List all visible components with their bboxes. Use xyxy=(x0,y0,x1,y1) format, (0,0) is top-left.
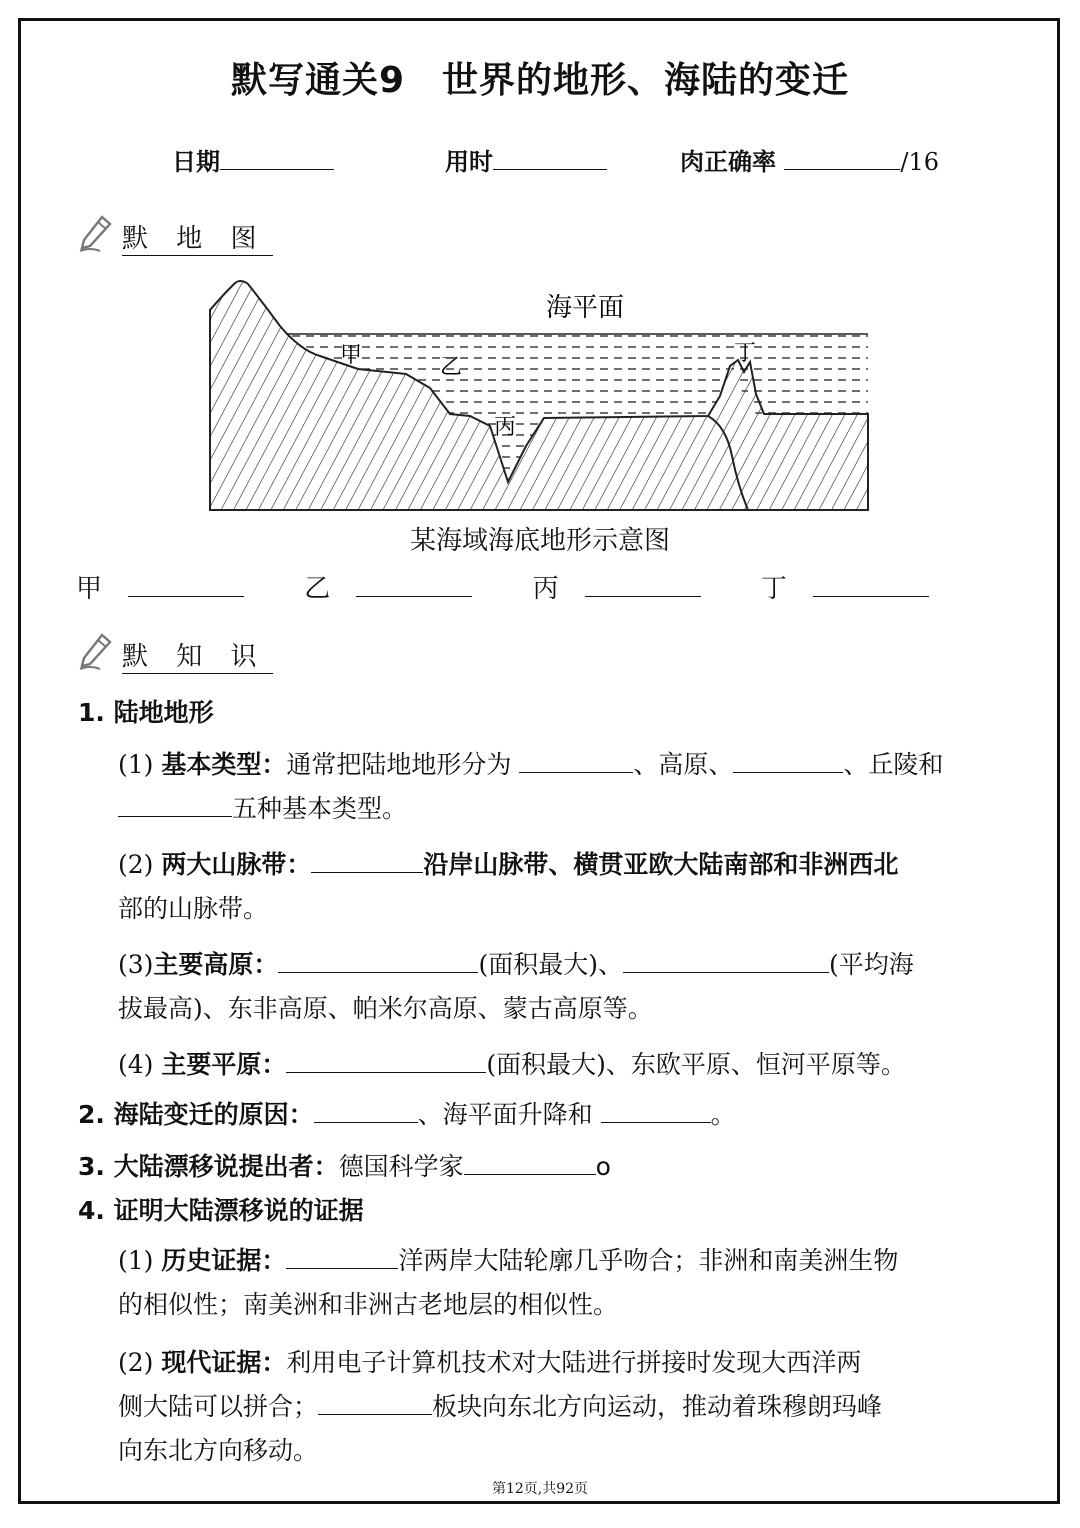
answer-blank[interactable] xyxy=(314,1102,418,1123)
item-text: o xyxy=(595,1152,611,1181)
item-number: (1) xyxy=(118,750,154,779)
pencil-icon xyxy=(78,214,114,254)
item-number: (2) xyxy=(118,1348,154,1377)
q1-title: 1. 陆地地形 xyxy=(78,698,214,727)
date-field xyxy=(172,142,334,177)
item-text: (面积最大)、 xyxy=(478,950,623,979)
item-text: 、海平面升降和 xyxy=(417,1100,593,1129)
map-field-ding xyxy=(761,574,955,604)
map-field-yi xyxy=(304,574,498,604)
map-field-label: 丙 xyxy=(532,574,559,604)
map-field-label: 丁 xyxy=(760,574,787,604)
item-heading: 主要平原： xyxy=(161,1050,287,1079)
seafloor-diagram xyxy=(208,276,870,512)
answer-blank[interactable] xyxy=(311,852,423,873)
item-heading: 两大山脉带： xyxy=(161,850,312,879)
map-field-label: 甲 xyxy=(76,574,103,604)
item-number: (3) xyxy=(118,950,154,979)
diagram-caption: 某海域海底地形示意图 xyxy=(409,526,670,556)
q1-4-line1 xyxy=(118,1046,906,1084)
item-text: 。 xyxy=(710,1100,736,1129)
item-text: (平均海 xyxy=(828,950,914,979)
q2-line xyxy=(78,1096,736,1134)
diagram-label-yi: 乙 xyxy=(440,355,463,380)
item-heading: 基本类型： xyxy=(161,750,287,779)
answer-blank[interactable] xyxy=(318,1394,432,1415)
map-blank[interactable] xyxy=(128,576,244,597)
pencil-icon xyxy=(78,632,114,672)
q4-1-line1 xyxy=(118,1242,898,1280)
answer-blank[interactable] xyxy=(464,1154,596,1175)
item-text: 侧大陆可以拼合； xyxy=(118,1392,319,1421)
q1-2-line1 xyxy=(118,846,898,884)
map-blank[interactable] xyxy=(585,576,701,597)
item-text: 沿岸山脉带、横贯亚欧大陆南部和非洲西北 xyxy=(423,850,899,879)
accuracy-label: 肉正确率 xyxy=(680,148,776,176)
item-text: 洋两岸大陆轮廓几乎吻合；非洲和南美洲生物 xyxy=(398,1246,899,1275)
diagram-label-jia: 甲 xyxy=(340,343,363,368)
item-text: 板块向东北方向运动，推动着珠穆朗玛峰 xyxy=(432,1392,883,1421)
page-footer: 第12页,共92页 xyxy=(491,1481,589,1497)
item-text: 、高原、 xyxy=(633,750,734,779)
map-answer-fields xyxy=(76,568,981,605)
item-heading: 主要高原： xyxy=(153,950,279,979)
q4-1-line2 xyxy=(118,1286,618,1324)
q4-2-line1 xyxy=(118,1344,861,1382)
q1-3-line1 xyxy=(118,946,914,984)
item-heading: 现代证据： xyxy=(161,1348,287,1377)
diagram-label-ding: 丁 xyxy=(734,341,757,366)
map-field-label: 乙 xyxy=(304,574,331,604)
item-text: 德国科学家 xyxy=(338,1152,464,1181)
date-label: 日期 xyxy=(172,148,220,176)
q4-title: 4. 证明大陆漂移说的证据 xyxy=(78,1196,364,1225)
answer-blank[interactable] xyxy=(601,1102,711,1123)
q1-1-line1 xyxy=(118,746,943,784)
item-text: 部的山脉带。 xyxy=(118,894,269,923)
page-title: 默写通关9 世界的地形、海陆的变迁 xyxy=(230,60,850,101)
answer-blank[interactable] xyxy=(286,1248,398,1269)
answer-blank[interactable] xyxy=(733,752,843,773)
item-text: 、丘陵和 xyxy=(843,750,944,779)
item-heading: 历史证据： xyxy=(161,1246,287,1275)
date-blank[interactable] xyxy=(220,149,334,170)
item-heading: 2. 海陆变迁的原因： xyxy=(78,1100,314,1129)
answer-blank[interactable] xyxy=(623,952,829,973)
accuracy-field xyxy=(680,142,939,177)
map-blank[interactable] xyxy=(356,576,472,597)
item-text: 拔最高)、东非高原、帕米尔高原、蒙古高原等。 xyxy=(118,994,653,1023)
item-text: 的相似性；南美洲和非洲古老地层的相似性。 xyxy=(118,1290,619,1319)
accuracy-blank[interactable] xyxy=(784,149,900,170)
diagram-label-bing: 丙 xyxy=(494,415,517,440)
q1-1-line2 xyxy=(118,790,407,828)
answer-blank[interactable] xyxy=(286,1052,486,1073)
item-text: 通常把陆地地形分为 xyxy=(286,750,512,779)
sea-level-label: 海平面 xyxy=(546,293,625,323)
item-number: (1) xyxy=(118,1246,154,1275)
answer-blank[interactable] xyxy=(278,952,478,973)
map-field-bing xyxy=(533,574,727,604)
q4-2-line2 xyxy=(118,1388,882,1426)
answer-blank[interactable] xyxy=(519,752,633,773)
item-number: (2) xyxy=(118,850,154,879)
q4-2-line3 xyxy=(118,1432,318,1470)
time-label: 用时 xyxy=(445,148,493,176)
item-text: 五种基本类型。 xyxy=(232,794,408,823)
accuracy-total: /16 xyxy=(900,148,939,176)
time-field xyxy=(445,142,607,177)
time-blank[interactable] xyxy=(493,149,607,170)
q1-2-line2 xyxy=(118,890,268,928)
answer-blank[interactable] xyxy=(118,796,232,817)
map-field-jia xyxy=(76,574,270,604)
section-knowledge-label: 默 知 识 xyxy=(122,636,273,674)
item-heading: 3. 大陆漂移说提出者： xyxy=(78,1152,339,1181)
q3-line xyxy=(78,1148,611,1186)
item-text: 利用电子计算机技术对大陆进行拼接时发现大西洋两 xyxy=(286,1348,862,1377)
map-blank[interactable] xyxy=(813,576,929,597)
item-number: (4) xyxy=(118,1050,154,1079)
section-map-label: 默 地 图 xyxy=(122,218,273,256)
q1-3-line2 xyxy=(118,990,653,1028)
item-text: (面积最大)、东欧平原、恒河平原等。 xyxy=(486,1050,906,1079)
item-text: 向东北方向移动。 xyxy=(118,1436,319,1465)
